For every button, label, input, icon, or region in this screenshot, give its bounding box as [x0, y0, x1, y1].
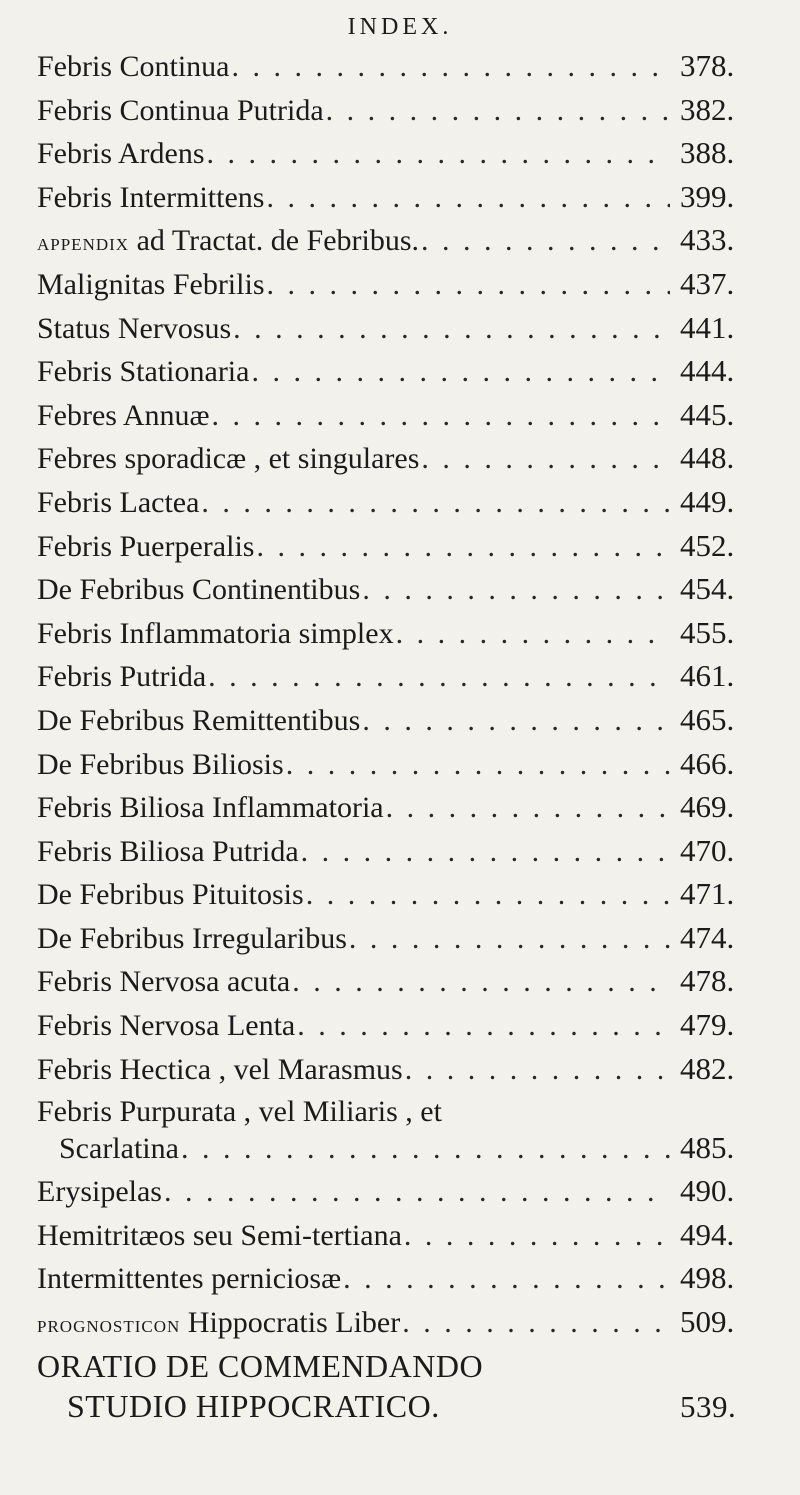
index-entry	[37, 46, 765, 90]
leader-dots	[362, 570, 670, 610]
leader-dots	[349, 919, 670, 959]
index-entry	[37, 482, 765, 526]
leader-dots	[286, 745, 670, 785]
entry-title: Hemitritæos seu Semi-tertiana	[37, 1218, 402, 1252]
entry-title: De Febribus Irregularibus	[37, 921, 347, 955]
leader-dots	[292, 962, 670, 1002]
entry-page: 498.	[680, 1260, 735, 1296]
entry-title: Febris Nervosa acuta	[37, 965, 291, 999]
entry-title: Status Nervosus	[37, 311, 232, 345]
index-entry	[37, 1171, 765, 1215]
index-entry	[37, 918, 765, 962]
entry-page: 433.	[680, 222, 735, 258]
index-entry	[37, 613, 765, 657]
entry-page: 465.	[680, 701, 735, 737]
entry-title-continued: Scarlatina	[59, 1132, 179, 1166]
entry-page: 469.	[680, 789, 735, 825]
leader-dots	[404, 1216, 670, 1256]
index-entry-second-line	[37, 1128, 765, 1171]
leader-dots	[164, 1172, 670, 1212]
entry-title: Intermittentes perniciosæ	[37, 1262, 342, 1296]
entry-title: prognosticon Hippocratis Liber	[37, 1306, 401, 1340]
entry-title: De Febribus Remittentibus	[37, 703, 361, 737]
leader-dots	[181, 1129, 670, 1169]
index-entry	[37, 395, 765, 439]
index-entry	[37, 787, 765, 831]
entry-page: 466.	[680, 745, 735, 781]
entry-title: Febris Biliosa Inflammatoria	[37, 791, 384, 825]
index-entry	[37, 569, 765, 613]
entry-page: 471.	[680, 876, 735, 912]
leader-dots	[343, 1259, 670, 1299]
oration-title-line1	[37, 1346, 765, 1386]
entry-title: Febris Stationaria	[37, 355, 250, 389]
entry-title: De Febribus Biliosis	[37, 747, 284, 781]
leader-dots	[212, 396, 671, 436]
index-entry	[37, 1215, 765, 1259]
entry-page: 461.	[680, 658, 735, 694]
entry-page: 454.	[680, 571, 735, 607]
entry-page: 448.	[680, 440, 735, 476]
index-entry	[37, 656, 765, 700]
entry-title: Febris Purpurata , vel Miliaris , et	[37, 1095, 442, 1129]
index-entry	[37, 438, 765, 482]
entry-page: 490.	[680, 1173, 735, 1209]
index-entry	[37, 90, 765, 134]
entry-prefix: prognosticon	[37, 1312, 181, 1339]
entry-title: Febris Putrida	[37, 660, 207, 694]
leader-dots	[396, 614, 670, 654]
entry-page: 509.	[680, 1304, 735, 1340]
entry-title-continued: STUDIO HIPPOCRATICO.	[67, 1387, 440, 1424]
entry-title: Febres sporadicæ , et singulares	[37, 442, 420, 476]
leader-dots	[256, 527, 670, 567]
entry-title: Febris Nervosa Lenta	[37, 1009, 296, 1043]
entry-title: Febris Continua	[37, 50, 230, 83]
entry-page: 470.	[680, 832, 735, 868]
entry-title: Erysipelas	[37, 1175, 162, 1209]
index-entry	[37, 874, 765, 918]
entry-page: 445.	[680, 396, 735, 432]
entry-page: 399.	[680, 178, 735, 214]
entry-prefix: appendix	[37, 230, 130, 257]
leader-dots	[297, 1006, 670, 1046]
index-list	[37, 46, 765, 1429]
entry-page: 441.	[680, 309, 735, 345]
entry-page: 388.	[680, 135, 735, 171]
entry-page: 479.	[680, 1007, 735, 1043]
entry-title: ORATIO DE COMMENDANDO	[37, 1347, 484, 1384]
entry-title: Malignitas Febrilis	[37, 267, 265, 301]
oration-title-line2	[37, 1386, 765, 1430]
leader-dots	[251, 352, 670, 392]
index-entry	[37, 1302, 765, 1346]
leader-dots	[362, 701, 670, 741]
entry-page: 452.	[680, 527, 735, 563]
index-entry	[37, 1049, 765, 1093]
index-entry	[37, 831, 765, 875]
entry-title: Febres Annuæ	[37, 398, 210, 432]
index-entry	[37, 526, 765, 570]
index-entry	[37, 177, 765, 221]
entry-title: Febris Continua Putrida	[37, 93, 324, 127]
leader-dots	[207, 134, 671, 174]
leader-dots	[232, 47, 671, 87]
leader-dots	[301, 832, 670, 872]
leader-dots	[267, 265, 671, 305]
running-head: INDEX.	[347, 14, 453, 40]
entry-page: 482.	[680, 1050, 735, 1086]
entry-title: De Febribus Continentibus	[37, 573, 361, 607]
entry-page: 378.	[680, 48, 735, 83]
index-entry	[37, 308, 765, 352]
entry-title: Febris Hectica , vel Marasmus	[37, 1052, 403, 1086]
entry-page: 382.	[680, 91, 735, 127]
index-entry	[37, 133, 765, 177]
entry-page: 455.	[680, 614, 735, 650]
entry-page: 494.	[680, 1216, 735, 1252]
entry-title: Febris Puerperalis	[37, 529, 255, 563]
leader-dots	[233, 309, 670, 349]
leader-dots	[421, 221, 670, 261]
entry-title: appendix ad Tractat. de Febribus.	[37, 224, 420, 258]
index-entry	[37, 1005, 765, 1049]
entry-page: 478.	[680, 963, 735, 999]
entry-title: Febris Inflammatoria simplex	[37, 616, 394, 650]
entry-page: 444.	[680, 353, 735, 389]
leader-dots	[402, 1303, 670, 1343]
index-entry	[37, 700, 765, 744]
index-entry	[37, 220, 765, 264]
index-entry	[37, 961, 765, 1005]
entry-title: Febris Intermittens	[37, 180, 265, 214]
leader-dots	[306, 875, 670, 915]
entry-title: Febris Biliosa Putrida	[37, 834, 299, 868]
index-entry	[37, 744, 765, 788]
entry-page: 539.	[680, 1388, 737, 1424]
leader-dots	[326, 91, 670, 131]
entry-title: Febris Lactea	[37, 485, 200, 519]
entry-page: 449.	[680, 483, 735, 519]
entry-page: 437.	[680, 265, 735, 301]
leader-dots	[421, 439, 670, 479]
leader-dots	[208, 657, 670, 697]
index-entry	[37, 1258, 765, 1302]
leader-dots	[201, 483, 670, 523]
entry-title: De Febribus Pituitosis	[37, 878, 304, 912]
index-entry-first-line	[37, 1092, 765, 1128]
index-entry	[37, 264, 765, 308]
entry-title: Febris Ardens	[37, 137, 205, 171]
leader-dots	[405, 1050, 670, 1090]
entry-page: 485.	[680, 1130, 735, 1166]
leader-dots	[386, 788, 670, 828]
entry-page: 474.	[680, 919, 735, 955]
index-entry	[37, 351, 765, 395]
leader-dots	[266, 178, 670, 218]
